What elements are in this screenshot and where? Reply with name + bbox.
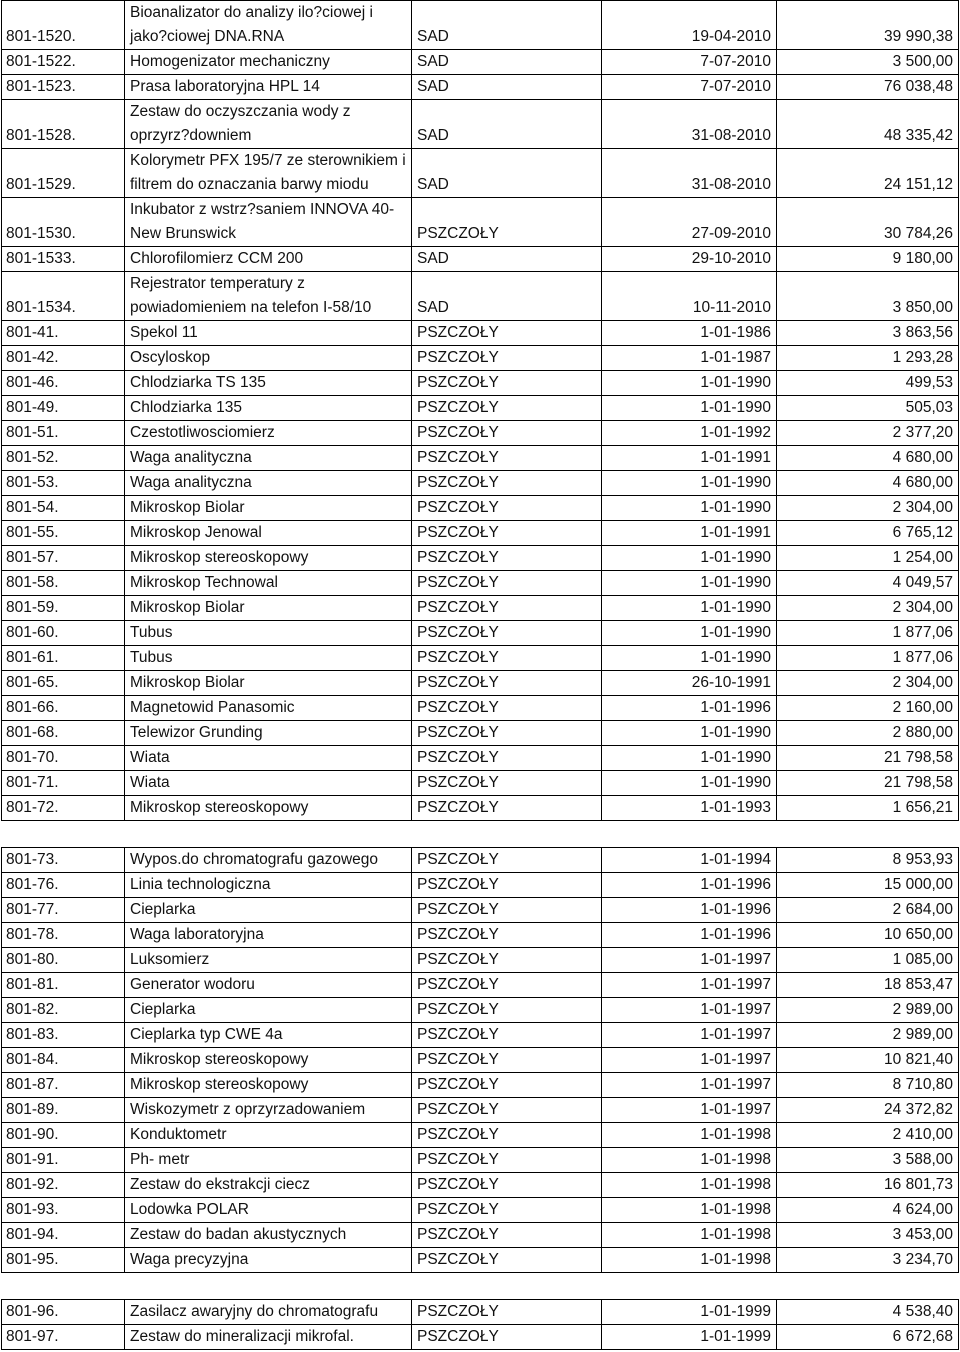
item-name-cell: Homogenizator mechaniczny	[125, 50, 412, 75]
table-row	[2, 521, 959, 546]
item-name-cell: Waga precyzyjna	[125, 1248, 412, 1273]
value-cell: 39 990,38	[777, 1, 959, 50]
inventory-code-cell: 801-1529.	[2, 149, 125, 198]
table-row	[2, 396, 959, 421]
value-cell: 2 989,00	[777, 1023, 959, 1048]
location-cell: SAD	[412, 75, 602, 100]
spacer-cell	[125, 821, 412, 848]
date-cell: 1-01-1990	[602, 721, 777, 746]
item-name-cell: Zestaw do oczyszczania wody z oprzyrz?downiem	[125, 100, 412, 149]
table-row	[2, 1198, 959, 1223]
table-row	[2, 371, 959, 396]
location-cell: PSZCZOŁY	[412, 421, 602, 446]
inventory-code-cell: 801-95.	[2, 1248, 125, 1273]
value-cell: 4 624,00	[777, 1198, 959, 1223]
date-cell: 1-01-1999	[602, 1325, 777, 1350]
date-cell: 1-01-1997	[602, 1023, 777, 1048]
item-name-cell: Chlorofilomierz CCM 200	[125, 247, 412, 272]
item-name-cell: Kolorymetr PFX 195/7 ze sterownikiem i filtrem do oznaczania barwy miodu	[125, 149, 412, 198]
inventory-code-cell: 801-1530.	[2, 198, 125, 247]
table-row	[2, 796, 959, 821]
item-name-cell: Telewizor Grunding	[125, 721, 412, 746]
table-row	[2, 75, 959, 100]
value-cell: 16 801,73	[777, 1173, 959, 1198]
table-row	[2, 646, 959, 671]
inventory-code-cell: 801-54.	[2, 496, 125, 521]
location-cell: PSZCZOŁY	[412, 1148, 602, 1173]
inventory-code-cell: 801-83.	[2, 1023, 125, 1048]
location-cell: PSZCZOŁY	[412, 746, 602, 771]
table-row	[2, 998, 959, 1023]
location-cell: SAD	[412, 100, 602, 149]
table-row	[2, 848, 959, 873]
item-name-cell: Waga analityczna	[125, 471, 412, 496]
value-cell: 2 989,00	[777, 998, 959, 1023]
location-cell: PSZCZOŁY	[412, 396, 602, 421]
value-cell: 4 538,40	[777, 1300, 959, 1325]
location-cell: PSZCZOŁY	[412, 873, 602, 898]
inventory-code-cell: 801-96.	[2, 1300, 125, 1325]
item-name-cell: Cieplarka typ CWE 4a	[125, 1023, 412, 1048]
location-cell: PSZCZOŁY	[412, 771, 602, 796]
item-name-cell: Luksomierz	[125, 948, 412, 973]
spacer-cell	[2, 821, 125, 848]
table-row	[2, 346, 959, 371]
location-cell: PSZCZOŁY	[412, 1248, 602, 1273]
item-name-cell: Mikroskop Jenowal	[125, 521, 412, 546]
inventory-code-cell: 801-93.	[2, 1198, 125, 1223]
spacer-cell	[602, 821, 777, 848]
table-row	[2, 1048, 959, 1073]
date-cell: 1-01-1998	[602, 1148, 777, 1173]
table-row	[2, 546, 959, 571]
value-cell: 2 684,00	[777, 898, 959, 923]
table-row	[2, 973, 959, 998]
value-cell: 1 877,06	[777, 646, 959, 671]
inventory-code-cell: 801-94.	[2, 1223, 125, 1248]
item-name-cell: Magnetowid Panasomic	[125, 696, 412, 721]
item-name-cell: Tubus	[125, 621, 412, 646]
inventory-code-cell: 801-1522.	[2, 50, 125, 75]
inventory-code-cell: 801-66.	[2, 696, 125, 721]
date-cell: 1-01-1996	[602, 898, 777, 923]
inventory-code-cell: 801-58.	[2, 571, 125, 596]
date-cell: 1-01-1990	[602, 621, 777, 646]
date-cell: 1-01-1990	[602, 596, 777, 621]
table-row	[2, 1073, 959, 1098]
date-cell: 1-01-1991	[602, 521, 777, 546]
date-cell: 26-10-1991	[602, 671, 777, 696]
value-cell: 2 377,20	[777, 421, 959, 446]
inventory-code-cell: 801-82.	[2, 998, 125, 1023]
inventory-table	[1, 0, 959, 1350]
inventory-code-cell: 801-42.	[2, 346, 125, 371]
date-cell: 1-01-1997	[602, 1098, 777, 1123]
location-cell: PSZCZOŁY	[412, 721, 602, 746]
inventory-code-cell: 801-1528.	[2, 100, 125, 149]
spacer-cell	[777, 1273, 959, 1300]
location-cell: PSZCZOŁY	[412, 621, 602, 646]
item-name-cell: Wiata	[125, 746, 412, 771]
date-cell: 1-01-1990	[602, 646, 777, 671]
value-cell: 48 335,42	[777, 100, 959, 149]
inventory-code-cell: 801-59.	[2, 596, 125, 621]
table-row	[2, 571, 959, 596]
date-cell: 1-01-1997	[602, 948, 777, 973]
table-row	[2, 446, 959, 471]
inventory-code-cell: 801-52.	[2, 446, 125, 471]
spacer-cell	[777, 821, 959, 848]
inventory-code-cell: 801-1520.	[2, 1, 125, 50]
value-cell: 3 234,70	[777, 1248, 959, 1273]
item-name-cell: Inkubator z wstrz?saniem INNOVA 40-New Brunswick	[125, 198, 412, 247]
item-name-cell: Mikroskop Technowal	[125, 571, 412, 596]
item-name-cell: Zestaw do ekstrakcji ciecz	[125, 1173, 412, 1198]
inventory-code-cell: 801-92.	[2, 1173, 125, 1198]
date-cell: 19-04-2010	[602, 1, 777, 50]
date-cell: 1-01-1990	[602, 771, 777, 796]
date-cell: 1-01-1997	[602, 973, 777, 998]
item-name-cell: Linia technologiczna	[125, 873, 412, 898]
date-cell: 1-01-1990	[602, 546, 777, 571]
date-cell: 31-08-2010	[602, 149, 777, 198]
inventory-code-cell: 801-65.	[2, 671, 125, 696]
item-name-cell: Wiata	[125, 771, 412, 796]
value-cell: 24 372,82	[777, 1098, 959, 1123]
date-cell: 1-01-1993	[602, 796, 777, 821]
location-cell: PSZCZOŁY	[412, 1198, 602, 1223]
item-name-cell: Zestaw do badan akustycznych	[125, 1223, 412, 1248]
table-row	[2, 696, 959, 721]
inventory-code-cell: 801-84.	[2, 1048, 125, 1073]
location-cell: SAD	[412, 272, 602, 321]
date-cell: 1-01-1999	[602, 1300, 777, 1325]
spacer-row	[2, 821, 959, 848]
location-cell: PSZCZOŁY	[412, 998, 602, 1023]
item-name-cell: Chlodziarka TS 135	[125, 371, 412, 396]
table-row	[2, 746, 959, 771]
value-cell: 8 710,80	[777, 1073, 959, 1098]
table-row	[2, 321, 959, 346]
location-cell: PSZCZOŁY	[412, 446, 602, 471]
item-name-cell: Cieplarka	[125, 898, 412, 923]
value-cell: 8 953,93	[777, 848, 959, 873]
value-cell: 1 254,00	[777, 546, 959, 571]
location-cell: PSZCZOŁY	[412, 1300, 602, 1325]
date-cell: 29-10-2010	[602, 247, 777, 272]
date-cell: 1-01-1998	[602, 1248, 777, 1273]
item-name-cell: Chlodziarka 135	[125, 396, 412, 421]
inventory-code-cell: 801-60.	[2, 621, 125, 646]
table-row	[2, 898, 959, 923]
value-cell: 76 038,48	[777, 75, 959, 100]
value-cell: 21 798,58	[777, 746, 959, 771]
table-row	[2, 247, 959, 272]
inventory-code-cell: 801-80.	[2, 948, 125, 973]
table-row	[2, 50, 959, 75]
value-cell: 15 000,00	[777, 873, 959, 898]
location-cell: PSZCZOŁY	[412, 321, 602, 346]
value-cell: 3 453,00	[777, 1223, 959, 1248]
date-cell: 1-01-1997	[602, 1048, 777, 1073]
item-name-cell: Cieplarka	[125, 998, 412, 1023]
value-cell: 10 650,00	[777, 923, 959, 948]
location-cell: PSZCZOŁY	[412, 1123, 602, 1148]
location-cell: PSZCZOŁY	[412, 948, 602, 973]
date-cell: 1-01-1991	[602, 446, 777, 471]
location-cell: PSZCZOŁY	[412, 671, 602, 696]
value-cell: 24 151,12	[777, 149, 959, 198]
date-cell: 1-01-1986	[602, 321, 777, 346]
inventory-code-cell: 801-1533.	[2, 247, 125, 272]
location-cell: PSZCZOŁY	[412, 1098, 602, 1123]
table-row	[2, 1, 959, 50]
inventory-code-cell: 801-1523.	[2, 75, 125, 100]
location-cell: PSZCZOŁY	[412, 923, 602, 948]
item-name-cell: Mikroskop Biolar	[125, 596, 412, 621]
location-cell: PSZCZOŁY	[412, 371, 602, 396]
inventory-code-cell: 801-90.	[2, 1123, 125, 1148]
inventory-code-cell: 801-72.	[2, 796, 125, 821]
spacer-cell	[602, 1273, 777, 1300]
value-cell: 10 821,40	[777, 1048, 959, 1073]
location-cell: SAD	[412, 50, 602, 75]
table-row	[2, 1173, 959, 1198]
value-cell: 3 588,00	[777, 1148, 959, 1173]
location-cell: PSZCZOŁY	[412, 596, 602, 621]
table-row	[2, 100, 959, 149]
inventory-code-cell: 801-46.	[2, 371, 125, 396]
item-name-cell: Prasa laboratoryjna HPL 14	[125, 75, 412, 100]
date-cell: 1-01-1996	[602, 923, 777, 948]
inventory-code-cell: 801-73.	[2, 848, 125, 873]
table-row	[2, 596, 959, 621]
inventory-code-cell: 801-71.	[2, 771, 125, 796]
location-cell: PSZCZOŁY	[412, 496, 602, 521]
date-cell: 1-01-1990	[602, 746, 777, 771]
inventory-code-cell: 801-49.	[2, 396, 125, 421]
item-name-cell: Tubus	[125, 646, 412, 671]
location-cell: PSZCZOŁY	[412, 1023, 602, 1048]
item-name-cell: Spekol 11	[125, 321, 412, 346]
item-name-cell: Oscyloskop	[125, 346, 412, 371]
location-cell: PSZCZOŁY	[412, 796, 602, 821]
location-cell: SAD	[412, 1, 602, 50]
item-name-cell: Zasilacz awaryjny do chromatografu	[125, 1300, 412, 1325]
date-cell: 1-01-1996	[602, 696, 777, 721]
table-row	[2, 873, 959, 898]
item-name-cell: Wiskozymetr z oprzyrzadowaniem	[125, 1098, 412, 1123]
item-name-cell: Waga laboratoryjna	[125, 923, 412, 948]
item-name-cell: Ph- metr	[125, 1148, 412, 1173]
location-cell: PSZCZOŁY	[412, 696, 602, 721]
inventory-code-cell: 801-61.	[2, 646, 125, 671]
item-name-cell: Mikroskop Biolar	[125, 496, 412, 521]
spacer-row	[2, 1273, 959, 1300]
table-row	[2, 948, 959, 973]
date-cell: 1-01-1990	[602, 371, 777, 396]
table-row	[2, 1023, 959, 1048]
item-name-cell: Czestotliwosciomierz	[125, 421, 412, 446]
table-row	[2, 496, 959, 521]
item-name-cell: Mikroskop stereoskopowy	[125, 796, 412, 821]
table-row	[2, 1148, 959, 1173]
value-cell: 2 410,00	[777, 1123, 959, 1148]
date-cell: 27-09-2010	[602, 198, 777, 247]
value-cell: 30 784,26	[777, 198, 959, 247]
location-cell: PSZCZOŁY	[412, 1223, 602, 1248]
value-cell: 9 180,00	[777, 247, 959, 272]
value-cell: 3 500,00	[777, 50, 959, 75]
value-cell: 2 304,00	[777, 671, 959, 696]
location-cell: PSZCZOŁY	[412, 973, 602, 998]
date-cell: 1-01-1987	[602, 346, 777, 371]
inventory-code-cell: 801-81.	[2, 973, 125, 998]
value-cell: 6 672,68	[777, 1325, 959, 1350]
inventory-code-cell: 801-55.	[2, 521, 125, 546]
value-cell: 6 765,12	[777, 521, 959, 546]
value-cell: 2 160,00	[777, 696, 959, 721]
table-row	[2, 149, 959, 198]
location-cell: PSZCZOŁY	[412, 1073, 602, 1098]
inventory-code-cell: 801-1534.	[2, 272, 125, 321]
table-row	[2, 1223, 959, 1248]
item-name-cell: Mikroskop Biolar	[125, 671, 412, 696]
table-row	[2, 1123, 959, 1148]
location-cell: PSZCZOŁY	[412, 1173, 602, 1198]
table-row	[2, 721, 959, 746]
spacer-cell	[2, 1273, 125, 1300]
item-name-cell: Wypos.do chromatografu gazowego	[125, 848, 412, 873]
value-cell: 2 880,00	[777, 721, 959, 746]
date-cell: 1-01-1992	[602, 421, 777, 446]
date-cell: 10-11-2010	[602, 272, 777, 321]
date-cell: 1-01-1990	[602, 396, 777, 421]
location-cell: SAD	[412, 247, 602, 272]
inventory-code-cell: 801-41.	[2, 321, 125, 346]
date-cell: 1-01-1997	[602, 1073, 777, 1098]
location-cell: PSZCZOŁY	[412, 521, 602, 546]
item-name-cell: Mikroskop stereoskopowy	[125, 1048, 412, 1073]
table-row	[2, 471, 959, 496]
value-cell: 3 850,00	[777, 272, 959, 321]
table-row	[2, 1325, 959, 1350]
location-cell: PSZCZOŁY	[412, 198, 602, 247]
inventory-code-cell: 801-89.	[2, 1098, 125, 1123]
value-cell: 3 863,56	[777, 321, 959, 346]
location-cell: PSZCZOŁY	[412, 1048, 602, 1073]
location-cell: PSZCZOŁY	[412, 848, 602, 873]
table-row	[2, 1300, 959, 1325]
inventory-code-cell: 801-87.	[2, 1073, 125, 1098]
value-cell: 4 680,00	[777, 471, 959, 496]
table-row	[2, 671, 959, 696]
inventory-code-cell: 801-76.	[2, 873, 125, 898]
table-row	[2, 272, 959, 321]
inventory-code-cell: 801-51.	[2, 421, 125, 446]
inventory-code-cell: 801-57.	[2, 546, 125, 571]
table-row	[2, 771, 959, 796]
location-cell: PSZCZOŁY	[412, 898, 602, 923]
location-cell: SAD	[412, 149, 602, 198]
item-name-cell: Zestaw do mineralizacji mikrofal.	[125, 1325, 412, 1350]
inventory-code-cell: 801-70.	[2, 746, 125, 771]
date-cell: 1-01-1997	[602, 998, 777, 1023]
date-cell: 1-01-1998	[602, 1223, 777, 1248]
table-row	[2, 923, 959, 948]
item-name-cell: Mikroskop stereoskopowy	[125, 546, 412, 571]
inventory-code-cell: 801-91.	[2, 1148, 125, 1173]
location-cell: PSZCZOŁY	[412, 546, 602, 571]
table-row	[2, 621, 959, 646]
item-name-cell: Lodowka POLAR	[125, 1198, 412, 1223]
location-cell: PSZCZOŁY	[412, 646, 602, 671]
item-name-cell: Waga analityczna	[125, 446, 412, 471]
location-cell: PSZCZOŁY	[412, 471, 602, 496]
value-cell: 2 304,00	[777, 596, 959, 621]
value-cell: 18 853,47	[777, 973, 959, 998]
value-cell: 499,53	[777, 371, 959, 396]
date-cell: 1-01-1998	[602, 1173, 777, 1198]
value-cell: 1 877,06	[777, 621, 959, 646]
spacer-cell	[412, 1273, 602, 1300]
value-cell: 21 798,58	[777, 771, 959, 796]
value-cell: 505,03	[777, 396, 959, 421]
location-cell: PSZCZOŁY	[412, 346, 602, 371]
date-cell: 1-01-1996	[602, 873, 777, 898]
date-cell: 1-01-1994	[602, 848, 777, 873]
location-cell: PSZCZOŁY	[412, 1325, 602, 1350]
inventory-code-cell: 801-77.	[2, 898, 125, 923]
table-row	[2, 421, 959, 446]
date-cell: 1-01-1998	[602, 1198, 777, 1223]
spacer-cell	[412, 821, 602, 848]
table-row	[2, 1248, 959, 1273]
value-cell: 1 293,28	[777, 346, 959, 371]
table-row	[2, 1098, 959, 1123]
value-cell: 4 049,57	[777, 571, 959, 596]
inventory-code-cell: 801-68.	[2, 721, 125, 746]
value-cell: 1 656,21	[777, 796, 959, 821]
inventory-rows	[2, 1, 959, 1350]
value-cell: 4 680,00	[777, 446, 959, 471]
table-row	[2, 198, 959, 247]
item-name-cell: Konduktometr	[125, 1123, 412, 1148]
inventory-code-cell: 801-78.	[2, 923, 125, 948]
date-cell: 31-08-2010	[602, 100, 777, 149]
date-cell: 1-01-1990	[602, 571, 777, 596]
date-cell: 7-07-2010	[602, 50, 777, 75]
item-name-cell: Rejestrator temperatury z powiadomieniem na telefon I-58/10	[125, 272, 412, 321]
location-cell: PSZCZOŁY	[412, 571, 602, 596]
date-cell: 7-07-2010	[602, 75, 777, 100]
inventory-code-cell: 801-53.	[2, 471, 125, 496]
item-name-cell: Generator wodoru	[125, 973, 412, 998]
spacer-cell	[125, 1273, 412, 1300]
date-cell: 1-01-1990	[602, 496, 777, 521]
date-cell: 1-01-1998	[602, 1123, 777, 1148]
item-name-cell: Bioanalizator do analizy ilo?ciowej i jako?ciowej DNA.RNA	[125, 1, 412, 50]
date-cell: 1-01-1990	[602, 471, 777, 496]
item-name-cell: Mikroskop stereoskopowy	[125, 1073, 412, 1098]
value-cell: 1 085,00	[777, 948, 959, 973]
inventory-code-cell: 801-97.	[2, 1325, 125, 1350]
value-cell: 2 304,00	[777, 496, 959, 521]
